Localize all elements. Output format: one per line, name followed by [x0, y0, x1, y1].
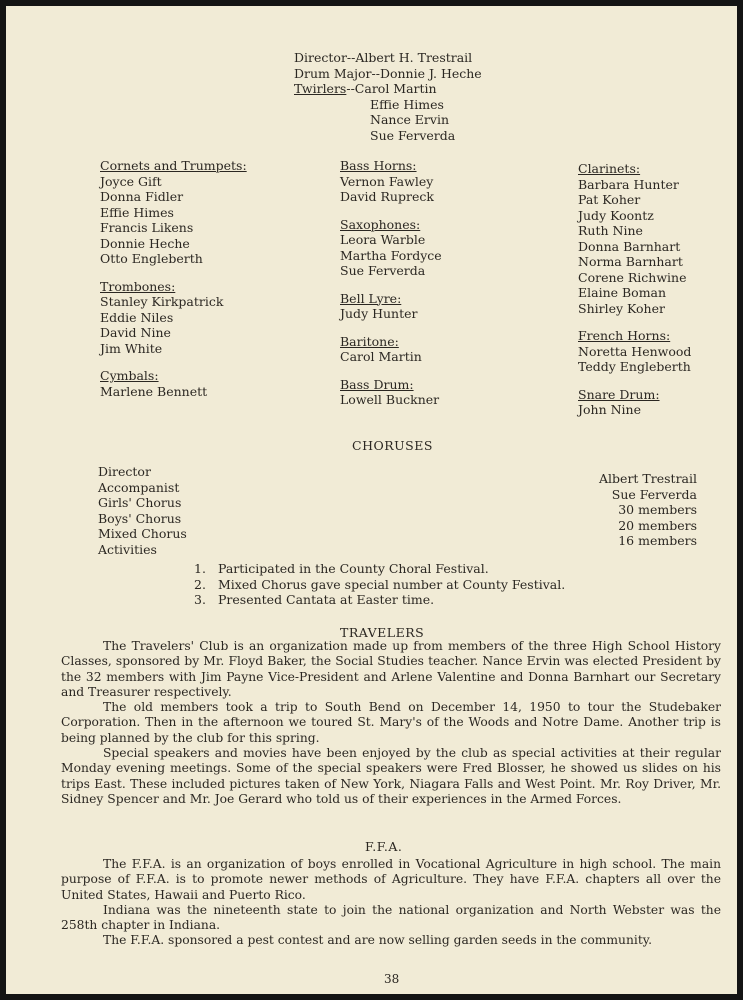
travelers-paragraph: The old members took a trip to South Bend on December 14, 1950 to tour the Studebaker Corporation. Then in the afternoon we toured St. Mary's of the Woods and Notre Dame. Another trip is being planned by the club for this spring.	[61, 700, 721, 745]
twirler-name: Effie Himes	[370, 96, 444, 112]
member-name: Otto Engleberth	[100, 251, 203, 266]
member-name: Donna Fidler	[100, 189, 184, 204]
yearbook-page	[6, 6, 737, 994]
member-name: Elaine Boman	[578, 285, 667, 300]
member-name: Corene Richwine	[578, 269, 687, 285]
section-title: Snare Drum:	[578, 386, 660, 402]
member-name: Ruth Nine	[578, 223, 643, 238]
chorus-label: Boys' Chorus	[98, 510, 182, 526]
member-name: Eddie Niles	[100, 309, 174, 325]
member-name: Effie Himes	[100, 204, 174, 220]
member-name: Francis Likens	[100, 220, 194, 235]
section-title: Bass Drum:	[340, 376, 414, 392]
member-name: Joyce Gift	[100, 173, 162, 189]
travelers-paragraph: Special speakers and movies have been enjoyed by the club as special activities at their regular Monday evening meetings. Some of the special speakers were Fred Blosser, he showed us slides on his trips East. These included pictures taken of New York, Niagara Falls and West Point. Mr. Roy Driver, Mr. Sidney Spencer and Mr. Joe Gerard who told us of their experiences in the Armed Forces.	[61, 746, 721, 806]
chorus-value: 16 members	[618, 533, 697, 549]
ffa-paragraph: The F.F.A. sponsored a pest contest and are now selling garden seeds in the community.	[103, 933, 652, 948]
band-column-left	[100, 158, 247, 399]
twirlers-first: --Carol Martin	[346, 81, 437, 97]
chorus-values	[599, 471, 697, 549]
member-name: Sue Ferverda	[340, 263, 426, 278]
member-name: Pat Koher	[578, 192, 641, 207]
travelers-heading: TRAVELERS	[340, 625, 425, 640]
twirler-name: Sue Ferverda	[370, 127, 456, 143]
activity-text: Participated in the County Choral Festival.	[218, 561, 489, 576]
ffa-paragraph: The F.F.A. is an organization of boys enrolled in Vocational Agriculture in high school. The main purpose of F.F.A. is to promote newer methods of Agriculture. They have F.F.A. chapters all over the United States, Hawaii and Puerto Rico.	[61, 857, 721, 902]
travelers-paragraph: The Travelers' Club is an organization made up from members of the three High School History Classes, sponsored by Mr. Floyd Baker, the Social Studies teacher. Nance Ervin was elected President by the 32 members with Jim Payne Vice-President and Arlene Valentine and Donna Barnhart our Secretary and Treasurer respectively.	[61, 639, 721, 699]
director-line: Director--Albert H. Trestrail	[294, 50, 473, 65]
section-title: Clarinets:	[578, 161, 641, 176]
section-title: Saxophones:	[340, 216, 421, 232]
section-title: Baritone:	[340, 333, 399, 349]
member-name: Marlene Bennett	[100, 383, 208, 399]
chorus-value: 30 members	[618, 502, 697, 518]
chorus-label: Accompanist	[98, 479, 180, 495]
ffa-paragraph: Indiana was the nineteenth state to join the national organization and North Webster was the 258th chapter in Indiana.	[61, 902, 721, 933]
member-name: Leora Warble	[340, 232, 426, 247]
member-name: David Rupreck	[340, 189, 434, 204]
member-name: David Nine	[100, 325, 171, 340]
chorus-value: Albert Trestrail	[599, 471, 697, 486]
chorus-label: Girls' Chorus	[98, 495, 182, 511]
activity-text: Presented Cantata at Easter time.	[218, 592, 435, 608]
choruses-heading: CHORUSES	[352, 438, 433, 453]
chorus-label: Mixed Chorus	[98, 526, 187, 542]
travelers-body	[61, 639, 721, 807]
chorus-value: 20 members	[618, 517, 697, 533]
member-name: Judy Hunter	[340, 306, 418, 321]
member-name: Donna Barnhart	[578, 238, 681, 254]
activity-number: 1.	[194, 561, 206, 576]
chorus-activities-list	[194, 561, 565, 608]
member-name: Lowell Buckner	[340, 392, 440, 407]
activity-text: Mixed Chorus gave special number at County Festival.	[218, 576, 566, 592]
member-name: Norma Barnhart	[578, 254, 683, 269]
chorus-labels	[98, 464, 187, 558]
member-name: Shirley Koher	[578, 300, 665, 316]
drum-major-line: Drum Major--Donnie J. Heche	[294, 65, 482, 81]
member-name: Jim White	[100, 340, 163, 356]
member-name: Stanley Kirkpatrick	[100, 294, 224, 309]
section-title: Bell Lyre:	[340, 290, 402, 306]
activity-number: 2.	[194, 576, 206, 592]
twirlers-line	[294, 81, 482, 97]
band-column-middle	[340, 158, 442, 408]
page-number: 38	[384, 972, 400, 986]
member-name: Teddy Engleberth	[578, 359, 691, 374]
section-title: Cymbals:	[100, 368, 159, 383]
section-title: Cornets and Trumpets:	[100, 158, 247, 173]
activity-item	[194, 577, 565, 593]
member-name: Carol Martin	[340, 349, 422, 364]
member-name: Noretta Henwood	[578, 343, 692, 359]
band-column-right	[578, 161, 691, 418]
band-staff	[294, 50, 482, 144]
member-name: John Nine	[578, 402, 641, 417]
member-name: Donnie Heche	[100, 235, 190, 251]
ffa-heading: F.F.A.	[365, 839, 403, 854]
section-title: French Horns:	[578, 328, 671, 343]
ffa-body	[61, 857, 721, 949]
activity-item	[194, 561, 565, 577]
member-name: Vernon Fawley	[340, 173, 434, 189]
member-name: Martha Fordyce	[340, 247, 442, 263]
twirlers-label: Twirlers	[294, 81, 347, 97]
chorus-label: Activities	[98, 541, 157, 557]
chorus-label: Director	[98, 464, 151, 479]
section-title: Bass Horns:	[340, 158, 417, 173]
member-name: Barbara Hunter	[578, 176, 679, 192]
activity-number: 3.	[194, 592, 206, 608]
twirler-name: Nance Ervin	[370, 112, 450, 128]
chorus-value: Sue Ferverda	[611, 486, 697, 502]
section-title: Trombones:	[100, 278, 176, 294]
activity-item	[194, 592, 565, 608]
member-name: Judy Koontz	[578, 207, 654, 223]
